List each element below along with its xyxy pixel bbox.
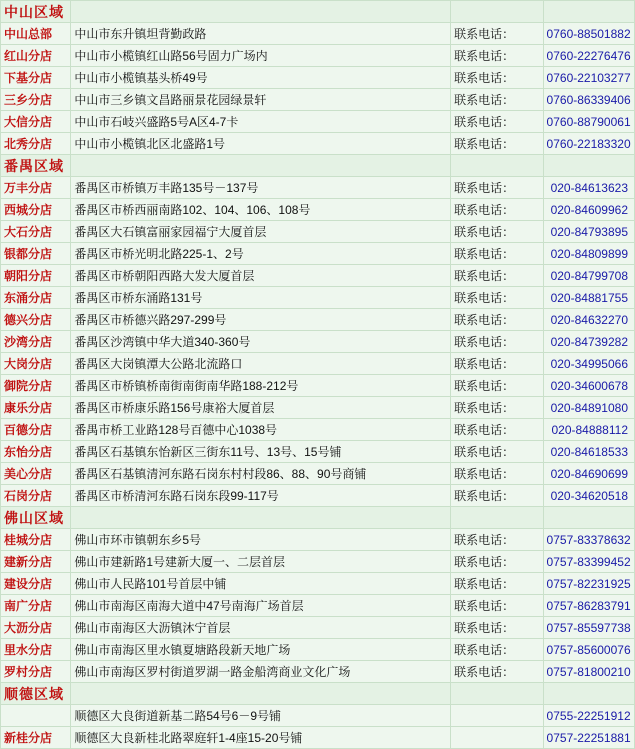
store-name: 银都分店 [1, 243, 71, 265]
table-row [1, 551, 635, 573]
region-title: 中山区域 [1, 1, 71, 23]
table-row [1, 441, 635, 463]
contact-label: 联系电话： [451, 309, 543, 331]
region-header-filler [71, 683, 451, 705]
table-row [1, 287, 635, 309]
contact-label: 联系电话： [451, 265, 543, 287]
contact-label [451, 705, 543, 727]
region-title: 番禺区域 [1, 155, 71, 177]
store-phone: 020-84881755 [543, 287, 634, 309]
store-phone: 020-34620518 [543, 485, 634, 507]
store-phone: 020-84799708 [543, 265, 634, 287]
table-row [1, 221, 635, 243]
store-name: 大信分店 [1, 111, 71, 133]
contact-label: 联系电话： [451, 573, 543, 595]
region-header-filler [71, 507, 451, 529]
region-header-filler [543, 507, 634, 529]
store-address: 中山市东升镇坦背勤政路 [71, 23, 451, 45]
contact-label: 联系电话： [451, 441, 543, 463]
region-header-filler [451, 155, 543, 177]
store-name: 石岗分店 [1, 485, 71, 507]
region-header-filler [71, 155, 451, 177]
store-phone: 020-84891080 [543, 397, 634, 419]
store-address: 中山市石岐兴盛路5号A区4-7卡 [71, 111, 451, 133]
store-phone: 020-34600678 [543, 375, 634, 397]
store-address: 番禺区市桥清河东路石岗东段99-117号 [71, 485, 451, 507]
table-row [1, 111, 635, 133]
store-name: 里水分店 [1, 639, 71, 661]
store-phone: 020-84690699 [543, 463, 634, 485]
store-address: 中山市小榄镇基头桥49号 [71, 67, 451, 89]
store-phone: 020-84809899 [543, 243, 634, 265]
store-address: 佛山市南海区大沥镇沐宁首层 [71, 617, 451, 639]
store-phone: 0760-22103277 [543, 67, 634, 89]
store-address: 番禺区市桥西丽南路102、104、106、108号 [71, 199, 451, 221]
store-phone: 0757-86283791 [543, 595, 634, 617]
contact-label: 联系电话： [451, 111, 543, 133]
table-row [1, 573, 635, 595]
store-phone: 0760-88790061 [543, 111, 634, 133]
store-address: 番禺市桥工业路128号百德中心1038号 [71, 419, 451, 441]
store-name: 美心分店 [1, 463, 71, 485]
region-header-row [1, 507, 635, 529]
store-address: 佛山市南海区罗村街道罗湖一路金船湾商业文化广场 [71, 661, 451, 683]
store-name: 沙湾分店 [1, 331, 71, 353]
contact-label: 联系电话： [451, 177, 543, 199]
store-name: 百德分店 [1, 419, 71, 441]
contact-label: 联系电话： [451, 45, 543, 67]
contact-label: 联系电话： [451, 551, 543, 573]
table-row [1, 419, 635, 441]
contact-label: 联系电话： [451, 133, 543, 155]
store-address: 番禺区大岗镇潭大公路北流路口 [71, 353, 451, 375]
contact-label: 联系电话： [451, 199, 543, 221]
region-header-row [1, 155, 635, 177]
table-row [1, 375, 635, 397]
store-address: 中山市小榄镇红山路56号固力广场内 [71, 45, 451, 67]
store-address: 中山市三乡镇文昌路丽景花园绿景轩 [71, 89, 451, 111]
region-title: 佛山区域 [1, 507, 71, 529]
contact-label: 联系电话： [451, 23, 543, 45]
store-address: 番禺区市桥镇万丰路135号－137号 [71, 177, 451, 199]
store-address: 佛山市建新路1号建新大厦一、二层首层 [71, 551, 451, 573]
store-name: 中山总部 [1, 23, 71, 45]
store-address: 佛山市南海区南海大道中47号南海广场首层 [71, 595, 451, 617]
store-name: 罗村分店 [1, 661, 71, 683]
store-address: 番禺区市桥镇桥南街南街南华路188-212号 [71, 375, 451, 397]
contact-label: 联系电话： [451, 375, 543, 397]
store-name: 西城分店 [1, 199, 71, 221]
table-row [1, 617, 635, 639]
store-name: 桂城分店 [1, 529, 71, 551]
table-row [1, 133, 635, 155]
table-row [1, 199, 635, 221]
store-phone: 020-84609962 [543, 199, 634, 221]
store-address: 佛山市南海区里水镇夏塘路段新天地广场 [71, 639, 451, 661]
contact-label [451, 727, 543, 749]
store-name: 德兴分店 [1, 309, 71, 331]
store-phone: 0757-83378632 [543, 529, 634, 551]
contact-label: 联系电话： [451, 89, 543, 111]
store-phone: 0760-22183320 [543, 133, 634, 155]
contact-label: 联系电话： [451, 595, 543, 617]
store-phone: 020-84632270 [543, 309, 634, 331]
store-address: 番禺区市桥朝阳西路大发大厦首层 [71, 265, 451, 287]
contact-label: 联系电话： [451, 397, 543, 419]
table-row [1, 353, 635, 375]
table-row [1, 397, 635, 419]
store-name: 康乐分店 [1, 397, 71, 419]
store-phone: 0757-85600076 [543, 639, 634, 661]
store-phone: 0755-22251912 [543, 705, 634, 727]
contact-label: 联系电话： [451, 353, 543, 375]
region-header-row [1, 1, 635, 23]
region-header-filler [71, 1, 451, 23]
contact-label: 联系电话： [451, 485, 543, 507]
store-name: 朝阳分店 [1, 265, 71, 287]
store-phone: 0757-82231925 [543, 573, 634, 595]
table-row [1, 595, 635, 617]
store-address: 佛山市环市镇朝东乡5号 [71, 529, 451, 551]
store-name: 新桂分店 [1, 727, 71, 749]
contact-label: 联系电话： [451, 243, 543, 265]
store-phone: 0760-86339406 [543, 89, 634, 111]
region-header-filler [451, 683, 543, 705]
store-name: 大岗分店 [1, 353, 71, 375]
table-row [1, 67, 635, 89]
store-address: 番禺区市桥光明北路225-1、2号 [71, 243, 451, 265]
region-title: 顺德区域 [1, 683, 71, 705]
table-row [1, 639, 635, 661]
table-row [1, 243, 635, 265]
table-row [1, 529, 635, 551]
store-address: 番禺区大石镇富丽家园福宁大厦首层 [71, 221, 451, 243]
table-row [1, 331, 635, 353]
table-row [1, 23, 635, 45]
store-address: 番禺区市桥东涌路131号 [71, 287, 451, 309]
store-phone: 020-84793895 [543, 221, 634, 243]
store-name: 大石分店 [1, 221, 71, 243]
region-header-filler [451, 1, 543, 23]
store-phone: 020-34995066 [543, 353, 634, 375]
store-name: 红山分店 [1, 45, 71, 67]
store-phone: 020-84888112 [543, 419, 634, 441]
contact-label: 联系电话： [451, 617, 543, 639]
store-name: 建设分店 [1, 573, 71, 595]
store-name: 御院分店 [1, 375, 71, 397]
store-name: 东涌分店 [1, 287, 71, 309]
store-address: 番禺区市桥德兴路297-299号 [71, 309, 451, 331]
store-phone: 0760-22276476 [543, 45, 634, 67]
region-header-filler [543, 683, 634, 705]
store-address: 佛山市人民路101号首层中铺 [71, 573, 451, 595]
store-name: 大沥分店 [1, 617, 71, 639]
region-header-filler [543, 1, 634, 23]
contact-label: 联系电话： [451, 221, 543, 243]
table-row [1, 265, 635, 287]
contact-label: 联系电话： [451, 331, 543, 353]
store-address: 中山市小榄镇北区北盛路1号 [71, 133, 451, 155]
store-name: 东怡分店 [1, 441, 71, 463]
store-name: 南广分店 [1, 595, 71, 617]
store-name: 三乡分店 [1, 89, 71, 111]
contact-label: 联系电话： [451, 639, 543, 661]
store-address: 顺德区大良街道新基二路54号6－9号铺 [71, 705, 451, 727]
store-phone: 0757-81800210 [543, 661, 634, 683]
contact-label: 联系电话： [451, 463, 543, 485]
contact-label: 联系电话： [451, 661, 543, 683]
store-name: 万丰分店 [1, 177, 71, 199]
store-name: 下基分店 [1, 67, 71, 89]
contact-label: 联系电话： [451, 287, 543, 309]
store-address: 番禺区石基镇清河东路石岗东村村段86、88、90号商铺 [71, 463, 451, 485]
region-header-filler [451, 507, 543, 529]
table-row [1, 485, 635, 507]
store-name: 北秀分店 [1, 133, 71, 155]
region-header-row [1, 683, 635, 705]
table-row [1, 45, 635, 67]
store-phone: 0757-83399452 [543, 551, 634, 573]
store-address: 番禺区市桥康乐路156号康裕大厦首层 [71, 397, 451, 419]
store-name [1, 705, 71, 727]
store-phone: 020-84739282 [543, 331, 634, 353]
contact-label: 联系电话： [451, 419, 543, 441]
region-header-filler [543, 155, 634, 177]
contact-label: 联系电话： [451, 67, 543, 89]
table-row [1, 727, 635, 749]
store-phone: 020-84618533 [543, 441, 634, 463]
store-address: 番禺区沙湾镇中华大道340-360号 [71, 331, 451, 353]
store-address: 顺德区大良新桂北路翠庭轩1-4座15-20号铺 [71, 727, 451, 749]
contact-label: 联系电话： [451, 529, 543, 551]
store-phone: 0757-22251881 [543, 727, 634, 749]
table-row [1, 89, 635, 111]
table-row [1, 661, 635, 683]
store-name: 建新分店 [1, 551, 71, 573]
store-phone: 0757-85597738 [543, 617, 634, 639]
table-row [1, 705, 635, 727]
table-row [1, 177, 635, 199]
store-phone: 020-84613623 [543, 177, 634, 199]
store-address: 番禺区石基镇东怡新区三街东11号、13号、15号铺 [71, 441, 451, 463]
store-phone: 0760-88501882 [543, 23, 634, 45]
table-row [1, 309, 635, 331]
table-row [1, 463, 635, 485]
